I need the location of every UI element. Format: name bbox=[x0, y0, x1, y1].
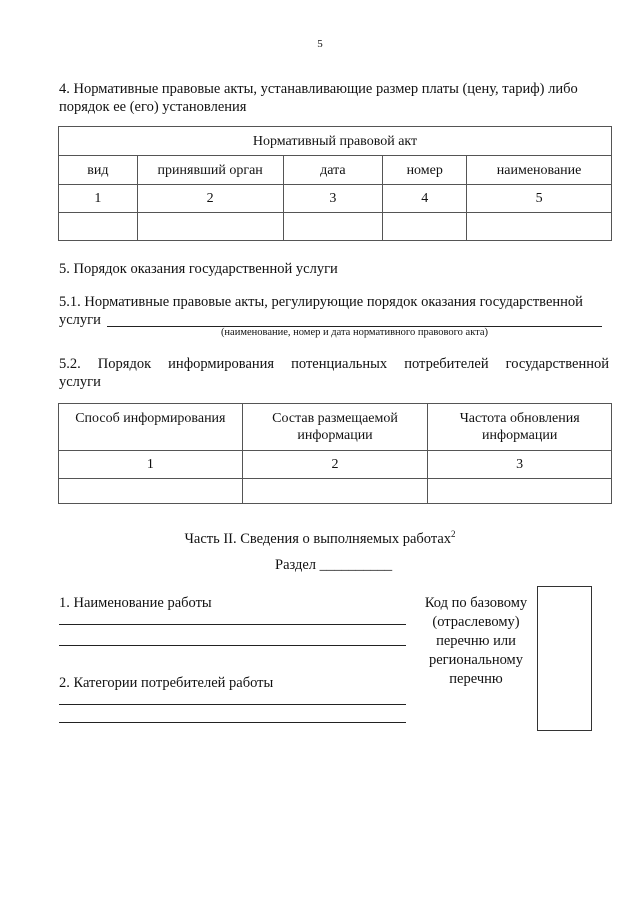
col-header-type: вид bbox=[59, 156, 138, 185]
col-number-1: 1 bbox=[59, 185, 138, 213]
col-number-3: 3 bbox=[428, 451, 612, 479]
consumers-line-1 bbox=[59, 704, 406, 705]
table-number-row bbox=[59, 451, 612, 479]
paragraph-5-2-line2: услуги bbox=[59, 374, 101, 390]
razdel-label: Раздел bbox=[275, 557, 317, 573]
col-number-2: 2 bbox=[242, 451, 428, 479]
footnote-marker: 2 bbox=[451, 529, 456, 539]
work-name-line-1 bbox=[59, 624, 406, 625]
informing-table bbox=[58, 403, 612, 504]
table-cell bbox=[137, 213, 283, 241]
razdel-blank: __________ bbox=[319, 557, 393, 573]
table-cell bbox=[59, 213, 138, 241]
section-4-heading bbox=[59, 80, 614, 116]
work-name-line-2 bbox=[59, 645, 406, 646]
col-header-date: дата bbox=[283, 156, 383, 185]
code-box[interactable] bbox=[537, 586, 592, 731]
paragraph-5-2-line1: 5.2. Порядок информирования потенциальных потребителей государственной bbox=[59, 356, 609, 372]
part-2-title: Часть II. Сведения о выполняемых работах$^2$ bbox=[184, 529, 456, 547]
col-number-4: 4 bbox=[383, 185, 467, 213]
legal-acts-table bbox=[58, 126, 612, 241]
table-cell bbox=[283, 213, 383, 241]
table-cell bbox=[467, 213, 612, 241]
table-cell bbox=[59, 479, 243, 504]
col-header-number: номер bbox=[383, 156, 467, 185]
col-number-1: 1 bbox=[59, 451, 243, 479]
table-header-row bbox=[59, 404, 612, 451]
table-cell bbox=[428, 479, 612, 504]
col-number-3: 3 bbox=[283, 185, 383, 213]
page-number: 5 bbox=[317, 38, 323, 50]
paragraph-5-1-line1: 5.1. Нормативные правовые акты, регулирующие порядок оказания государственной bbox=[59, 294, 583, 310]
section-5-heading: 5. Порядок оказания государственной услуги bbox=[59, 261, 338, 277]
code-label: Код по базовому (отраслевому) перечню или региональному перечню bbox=[424, 595, 528, 687]
paragraph-5-1-line2: услуги bbox=[59, 312, 101, 328]
table-row bbox=[59, 213, 612, 241]
consumers-line-2 bbox=[59, 722, 406, 723]
col-header-issuing-body: принявший орган bbox=[137, 156, 283, 185]
table-row bbox=[59, 479, 612, 504]
work-name-label: 1. Наименование работы bbox=[59, 595, 212, 611]
legal-act-caption: (наименование, номер и дата нормативного правового акта) bbox=[220, 327, 489, 338]
col-header-method: Способ информирования bbox=[59, 404, 243, 451]
razdel-line bbox=[275, 556, 392, 574]
table-cell bbox=[242, 479, 428, 504]
col-header-content: Состав размещаемой информации bbox=[242, 404, 428, 451]
section-4-heading-line2: порядок ее (его) установления bbox=[59, 99, 247, 115]
table-header-row bbox=[59, 156, 612, 185]
col-number-5: 5 bbox=[467, 185, 612, 213]
col-header-frequency: Частота обновления информации bbox=[428, 404, 612, 451]
legal-act-group-header: Нормативный правовой акт bbox=[59, 127, 612, 156]
table-cell bbox=[383, 213, 467, 241]
col-number-2: 2 bbox=[137, 185, 283, 213]
section-4-heading-line1: 4. Нормативные правовые акты, устанавливающие размер платы (цену, тариф) либо bbox=[59, 81, 578, 97]
col-header-title: наименование bbox=[467, 156, 612, 185]
work-consumers-label: 2. Категории потребителей работы bbox=[59, 675, 274, 691]
table-number-row bbox=[59, 185, 612, 213]
